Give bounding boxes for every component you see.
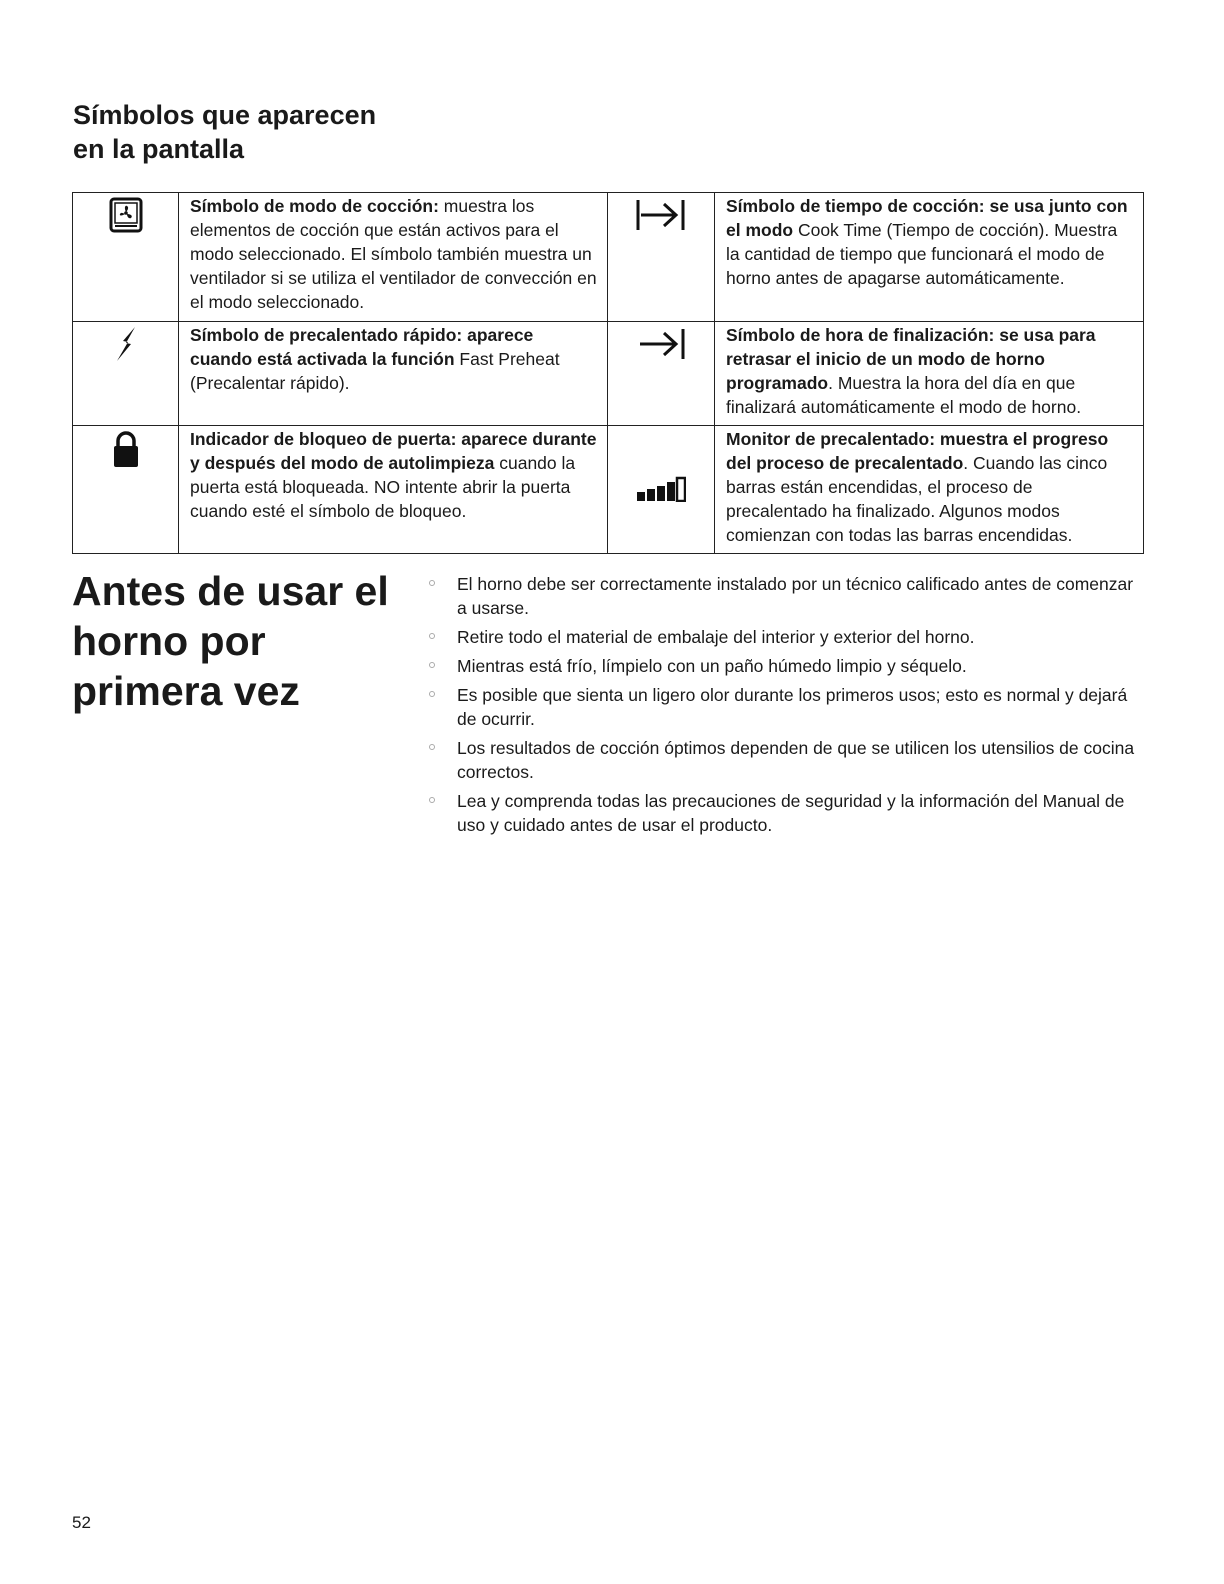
- page-number: 52: [72, 1513, 91, 1532]
- list-item: [425, 736, 1145, 784]
- symbol-icon-cell: [608, 322, 715, 426]
- symbol-icon-cell: [73, 193, 179, 322]
- symbol-description: [179, 193, 608, 322]
- symbol-text: . Muestra la hora del día en que finalizará automáticamente el modo de horno.: [726, 373, 1082, 417]
- symbol-text: . Cuando las cinco barras están encendidas, el proceso de precalentado ha finalizado. Algunos modos comienzan con todas las barras encendidas.: [726, 453, 1108, 545]
- first-use-title: [72, 566, 389, 716]
- symbols-row: [73, 322, 1144, 426]
- list-item-text: Mientras está frío, límpielo con un paño húmedo limpio y séquelo.: [457, 656, 967, 676]
- symbol-icon-cell: [73, 322, 179, 426]
- first-use-title-line-2: horno por: [72, 618, 266, 664]
- section-title: [73, 98, 376, 166]
- first-use-list: [425, 572, 1145, 842]
- bullet-icon: [429, 797, 435, 803]
- bullet-icon: [429, 580, 435, 586]
- end-time-icon: [633, 326, 689, 362]
- symbol-text: muestra los elementos de cocción que están activos para el modo seleccionado. El símbolo también muestra un ventilador si se utiliza el ventilador de convección en el modo seleccionado.: [190, 196, 597, 312]
- first-use-title-line-1: Antes de usar el: [72, 568, 389, 614]
- bullet-icon: [429, 691, 435, 697]
- symbol-title: Símbolo de precalentado rápido: aparece cuando está activada la función: [190, 325, 534, 369]
- first-use-title-line-3: primera vez: [72, 668, 300, 714]
- lock-icon: [113, 430, 139, 468]
- symbol-icon-cell: [73, 426, 179, 554]
- symbol-description: [715, 322, 1144, 426]
- symbol-title: Símbolo de tiempo de cocción: se usa junto con el modo: [726, 196, 1128, 240]
- symbol-title: Símbolo de modo de cocción:: [190, 196, 439, 216]
- list-item-text: El horno debe ser correctamente instalado por un técnico calificado antes de comenzar a usarse.: [457, 574, 1134, 618]
- list-item-text: Retire todo el material de embalaje del interior y exterior del horno.: [457, 627, 975, 647]
- list-item: [425, 572, 1145, 620]
- list-item: [425, 654, 1145, 678]
- bullet-icon: [429, 744, 435, 750]
- symbol-icon-cell: [608, 426, 715, 554]
- symbol-text: Cook Time (Tiempo de cocción). Muestra la cantidad de tiempo que funcionará el modo de horno antes de apagarse automáticamente.: [726, 220, 1118, 288]
- symbol-description: [715, 193, 1144, 322]
- symbol-description: [715, 426, 1144, 554]
- cook-time-icon: [633, 197, 689, 233]
- preheat-bars-icon: [636, 476, 686, 502]
- symbol-title: Monitor de precalentado: muestra el progreso del proceso de precalentado: [726, 429, 1109, 473]
- symbol-description: [179, 322, 608, 426]
- section-title-line-2: en la pantalla: [73, 134, 245, 164]
- lightning-icon: [114, 326, 138, 362]
- list-item: [425, 683, 1145, 731]
- symbol-description: [179, 426, 608, 554]
- list-item-text: Es posible que sienta un ligero olor durante los primeros usos; esto es normal y dejará de ocurrir.: [457, 685, 1128, 729]
- symbols-row: [73, 426, 1144, 554]
- symbols-row: [73, 193, 1144, 322]
- symbols-table: [72, 192, 1144, 554]
- list-item-text: Los resultados de cocción óptimos dependen de que se utilicen los utensilios de cocina correctos.: [457, 738, 1135, 782]
- symbol-text: Fast Preheat (Precalentar rápido).: [190, 349, 560, 393]
- bullet-icon: [429, 633, 435, 639]
- bullet-icon: [429, 662, 435, 668]
- symbol-text: cuando la puerta está bloqueada. NO intente abrir la puerta cuando esté el símbolo de bloqueo.: [190, 453, 576, 521]
- oven-fan-icon: [109, 197, 143, 233]
- list-item: [425, 625, 1145, 649]
- section-title-line-1: Símbolos que aparecen: [73, 100, 377, 130]
- symbol-title: Símbolo de hora de finalización: se usa para retrasar el inicio de un modo de horno programado: [726, 325, 1096, 393]
- list-item-text: Lea y comprenda todas las precauciones de seguridad y la información del Manual de uso y cuidado antes de usar el producto.: [457, 791, 1125, 835]
- symbol-title: Indicador de bloqueo de puerta: aparece durante y después del modo de autolimpieza: [190, 429, 597, 473]
- symbol-icon-cell: [608, 193, 715, 322]
- list-item: [425, 789, 1145, 837]
